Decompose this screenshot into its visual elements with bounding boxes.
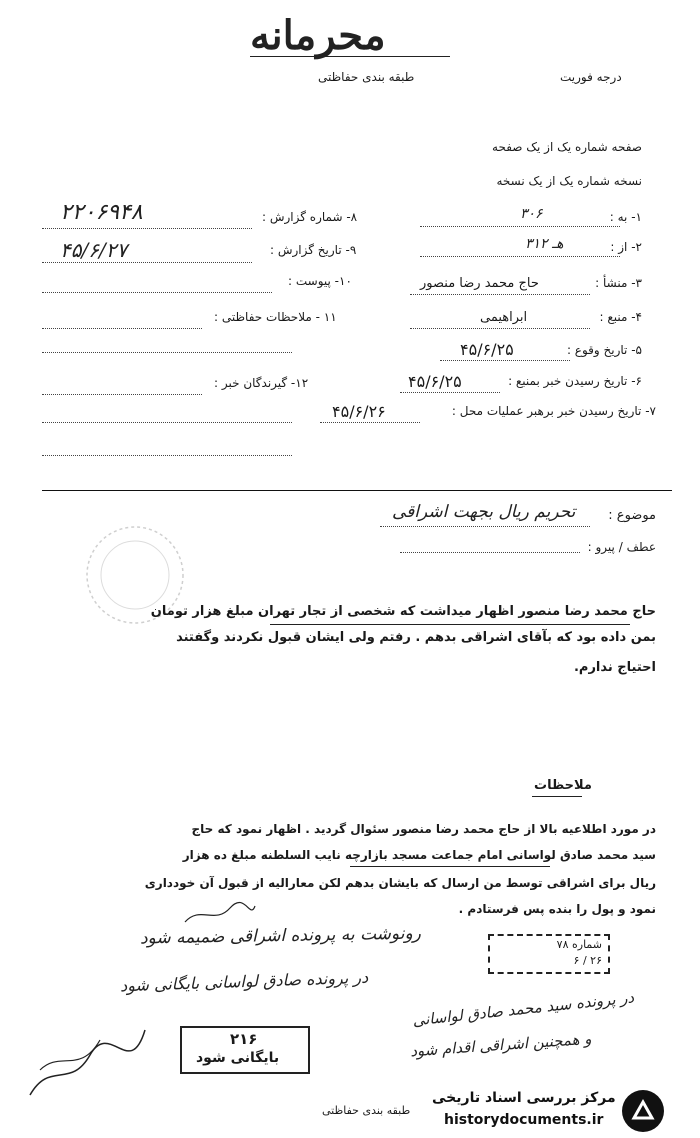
footer-center-name: مرکز بررسی اسناد تاریخی bbox=[432, 1090, 616, 1106]
page-number: صفحه شماره یک از یک صفحه bbox=[492, 140, 642, 154]
remarks-line-2: سید محمد صادق لواسانی امام جماعت مسجد بازارچه نایب السلطنه مبلغ ده هزار bbox=[182, 848, 656, 862]
report-number-value: ۲۲۰۶۹۴۸ bbox=[60, 200, 143, 225]
classification-label: طبقه بندی حفاظتی bbox=[318, 70, 415, 84]
subject-line bbox=[380, 526, 590, 527]
body-line-1: حاج محمد رضا منصور اظهار میداشت که شخصی از تجار تهران مبلغ هزار تومان bbox=[150, 604, 656, 619]
header-rule bbox=[250, 56, 450, 57]
security-notes-line-2 bbox=[42, 352, 292, 353]
remarks-line-3: ریال برای اشراقی توسط من ارسال که بایشان بدهم لکن معارالیه از قبول آن خودداری bbox=[144, 876, 656, 890]
signature-scribble bbox=[20, 1000, 160, 1110]
copy-number: نسخه شماره یک از یک نسخه bbox=[496, 174, 642, 188]
section-divider bbox=[42, 490, 672, 491]
field-ops-receipt-label: ۷- تاریخ رسیدن خبر برهبر عملیات محل : bbox=[451, 404, 656, 418]
origin-line bbox=[410, 294, 590, 295]
report-number-label: ۸- شماره گزارش : bbox=[262, 210, 358, 224]
event-date-value: ۴۵/۶/۲۵ bbox=[460, 340, 514, 359]
field-ops-receipt-line bbox=[320, 422, 420, 423]
recipients-label: ۱۲- گیرندگان خبر : bbox=[214, 376, 309, 390]
source-receipt-value: ۴۵/۶/۲۵ bbox=[408, 372, 462, 391]
remarks-line-1: در مورد اطلاعیه بالا از حاج محمد رضا منصور سئوال گردید . اظهار نمود که حاج bbox=[191, 822, 656, 836]
subject-label: موضوع : bbox=[608, 508, 656, 523]
security-notes-line bbox=[42, 328, 202, 329]
remarks-title: ملاحظات bbox=[534, 778, 592, 793]
body-underline-1 bbox=[270, 624, 630, 625]
handwritten-note-4: و همچنین اشراقی اقدام شود bbox=[409, 1029, 592, 1061]
recipients-line bbox=[42, 394, 202, 395]
archive-stamp-number: ۲۱۶ bbox=[230, 1030, 258, 1048]
receipt-stamp-line2: ۲۶ / ۶ bbox=[573, 954, 602, 967]
attachment-line bbox=[42, 292, 272, 293]
footer-classification-label: طبقه بندی حفاظتی bbox=[322, 1104, 411, 1117]
archive-stamp bbox=[180, 1026, 310, 1074]
report-date-label: ۹- تاریخ گزارش : bbox=[270, 243, 357, 257]
from-value: ۳۱۲ هـ bbox=[525, 236, 564, 252]
reference-label: عطف / پیرو : bbox=[587, 540, 656, 554]
footer-site: historydocuments.ir bbox=[444, 1112, 604, 1128]
to-value: ۳۰۶ bbox=[520, 206, 543, 222]
origin-value: حاج محمد رضا منصور bbox=[420, 276, 539, 291]
priority-label: درجه فوریت bbox=[560, 70, 622, 84]
report-date-value: ۴۵/۶/۲۷ bbox=[60, 238, 128, 262]
report-number-line bbox=[42, 228, 252, 229]
signature-scribble-top bbox=[180, 900, 260, 930]
receipt-stamp-line1: شماره ۷۸ bbox=[556, 938, 602, 951]
field-ops-receipt-value: ۴۵/۶/۲۶ bbox=[332, 402, 386, 421]
reference-line bbox=[400, 552, 580, 553]
security-notes-label: ۱۱ - ملاحظات حفاظتی : bbox=[214, 310, 337, 324]
remarks-title-underline bbox=[532, 796, 582, 797]
source-label: ۴- منبع : bbox=[599, 310, 642, 324]
from-line bbox=[420, 256, 620, 257]
to-label: ۱- به : bbox=[609, 210, 642, 224]
footer-logo bbox=[622, 1090, 664, 1132]
subject-value: تحریم ریال بجهت اشراقی bbox=[392, 502, 576, 522]
recipients-line-2 bbox=[42, 422, 292, 423]
from-label: ۲- از : bbox=[610, 240, 642, 254]
receipt-stamp bbox=[488, 934, 610, 974]
origin-label: ۳- منشأ : bbox=[595, 276, 642, 290]
recipients-line-3 bbox=[42, 455, 292, 456]
handwritten-note-3: در پرونده سید محمد صادق لواسانی bbox=[411, 988, 635, 1030]
body-line-3: احتیاج ندارم. bbox=[573, 660, 656, 675]
event-date-line bbox=[440, 360, 570, 361]
to-line bbox=[420, 226, 620, 227]
event-date-label: ۵- تاریخ وقوع : bbox=[566, 343, 642, 357]
source-value: ابراهیمی bbox=[480, 310, 528, 325]
source-receipt-line bbox=[400, 392, 500, 393]
body-line-2: بمن داده بود که بآقای اشراقی بدهم . رفتم ولی ایشان قبول نکردند وگفتند bbox=[176, 630, 656, 645]
classification-handwritten: محرمانه bbox=[250, 12, 386, 59]
archive-stamp-text: بایگانی شود bbox=[196, 1050, 280, 1066]
remarks-underline-2 bbox=[350, 866, 550, 867]
logo-mark-icon bbox=[630, 1098, 656, 1124]
handwritten-note-2: در پرونده صادق لواسانی بایگانی شود bbox=[119, 967, 369, 996]
source-line bbox=[410, 328, 590, 329]
attachment-label: ۱۰- پیوست : bbox=[288, 274, 352, 288]
handwritten-note-1: رونوشت به پرونده اشراقی ضمیمه شود bbox=[139, 923, 422, 949]
remarks-line-4: نمود و پول را بنده پس فرستادم . bbox=[458, 902, 656, 916]
source-receipt-label: ۶- تاریخ رسیدن خبر بمنبع : bbox=[508, 374, 642, 388]
report-date-line bbox=[42, 262, 252, 263]
